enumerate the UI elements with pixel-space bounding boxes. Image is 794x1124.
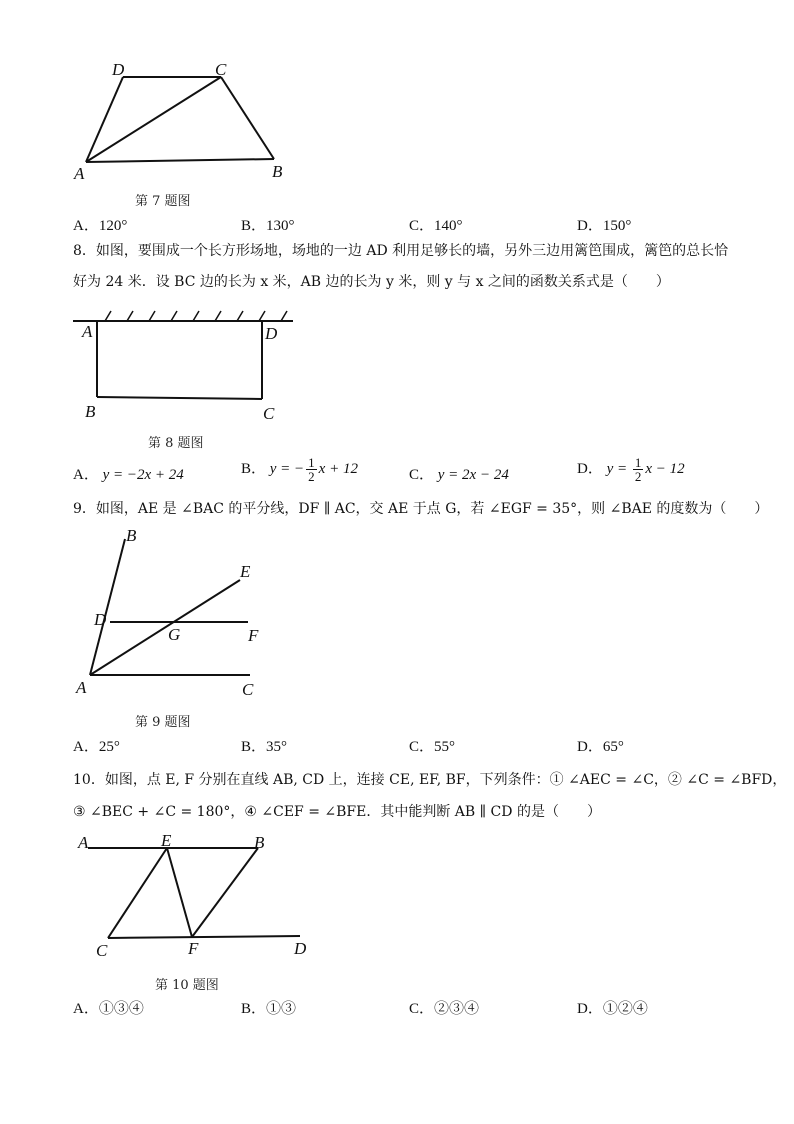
- q10-figure-caption: 第 10 题图: [155, 978, 219, 993]
- q10-label-c: C: [96, 941, 108, 960]
- option-letter: D．: [577, 218, 603, 234]
- option-text: 65°: [602, 739, 624, 755]
- q10-label-f: F: [188, 939, 199, 958]
- q7-label-c: C: [215, 60, 227, 79]
- option-fraction: [633, 456, 644, 483]
- q7-label-a: A: [74, 164, 85, 183]
- q9-label-f: F: [248, 626, 259, 645]
- q9-option-d[interactable]: [577, 735, 624, 756]
- option-formula-post: x − 12: [645, 460, 685, 477]
- q9-label-a: A: [76, 678, 87, 697]
- q8-option-d[interactable]: [577, 456, 685, 483]
- option-formula-pre: y = −: [269, 460, 305, 477]
- option-text: 120°: [98, 218, 128, 234]
- q10-segment-ef: [167, 848, 192, 937]
- q8-wall-hatching: [105, 311, 287, 321]
- q7-segment-ab: [86, 159, 274, 162]
- q8-figure: [65, 305, 305, 425]
- q8-fence-bc: [97, 397, 262, 399]
- option-letter: B．: [241, 1001, 267, 1017]
- q9-option-b[interactable]: [241, 735, 287, 756]
- q9-label-g: G: [168, 625, 181, 644]
- option-text: 150°: [602, 218, 632, 234]
- q8-label-b: B: [85, 402, 96, 421]
- q9-label-c: C: [242, 680, 254, 699]
- option-letter: B．: [241, 460, 267, 477]
- option-text: ①③④: [98, 1001, 144, 1017]
- option-formula-pre: y =: [606, 460, 631, 477]
- option-text: 130°: [266, 218, 295, 234]
- option-formula: y = 2x − 24: [437, 467, 509, 483]
- option-fraction: [306, 456, 317, 483]
- q10-segment-bf: [192, 848, 258, 937]
- q8-option-a[interactable]: [73, 463, 184, 484]
- q10-option-b[interactable]: [241, 997, 296, 1018]
- q7-figure-caption: 第 7 题图: [135, 194, 191, 209]
- q7-segment-ac: [86, 77, 221, 162]
- q9-label-e: E: [240, 562, 251, 581]
- q10-text-line-2: ③ ∠BEC + ∠C = 180°，④ ∠CEF = ∠BFE．其中能判断 AB ∥ CD 的是（ ）: [73, 804, 601, 820]
- q8-label-a: A: [82, 322, 93, 341]
- q9-ray-ab: [90, 539, 125, 675]
- q10-label-d: D: [294, 939, 307, 958]
- q7-figure: [60, 55, 300, 195]
- fraction-denominator: 2: [634, 469, 642, 484]
- q7-option-d[interactable]: [577, 214, 631, 235]
- q10-label-a: A: [78, 833, 89, 852]
- q7-label-d: D: [112, 60, 125, 79]
- q10-figure: [70, 828, 330, 968]
- q10-option-a[interactable]: [73, 997, 144, 1018]
- option-text: ②③④: [434, 1001, 480, 1017]
- q9-label-b: B: [126, 526, 137, 545]
- q9-figure: [70, 525, 290, 705]
- q9-figure-caption: 第 9 题图: [135, 715, 191, 730]
- q7-option-c[interactable]: [409, 214, 463, 235]
- fraction-numerator: 1: [308, 455, 315, 470]
- q8-label-d: D: [265, 324, 278, 343]
- q9-label-d: D: [94, 610, 107, 629]
- option-text: ①③: [266, 1001, 297, 1017]
- q9-option-c[interactable]: [409, 735, 455, 756]
- option-letter: B．: [241, 739, 267, 755]
- option-letter: A．: [73, 739, 99, 755]
- fraction-numerator: 1: [634, 455, 642, 470]
- option-text: 35°: [266, 739, 288, 755]
- q7-segment-cb: [221, 77, 274, 159]
- option-letter: B．: [241, 218, 267, 234]
- option-formula: y = −2x + 24: [102, 467, 184, 483]
- q9-option-a[interactable]: [73, 735, 120, 756]
- option-letter: A．: [73, 218, 99, 234]
- q7-label-b: B: [272, 162, 283, 181]
- option-letter: C．: [409, 467, 435, 483]
- q10-segment-ce: [108, 848, 167, 938]
- option-letter: D．: [577, 460, 603, 477]
- option-text: 25°: [98, 739, 120, 755]
- q9-ray-ae: [90, 580, 240, 675]
- option-letter: C．: [409, 1001, 435, 1017]
- q10-label-e: E: [161, 831, 172, 850]
- option-letter: A．: [73, 1001, 99, 1017]
- q9-text-line-1: 9．如图，AE 是 ∠BAC 的平分线，DF ∥ AC，交 AE 于点 G，若 ∠EGF = 35°，则 ∠BAE 的度数为（ ）: [73, 501, 769, 517]
- option-letter: C．: [409, 218, 435, 234]
- option-text: 140°: [434, 218, 463, 234]
- q10-line-cd: [108, 936, 300, 938]
- q7-option-a[interactable]: [73, 214, 127, 235]
- option-letter: C．: [409, 739, 435, 755]
- q10-option-d[interactable]: [577, 997, 648, 1018]
- option-text: ①②④: [602, 1001, 648, 1017]
- q8-label-c: C: [263, 404, 275, 423]
- option-formula-post: x + 12: [318, 460, 358, 477]
- option-letter: D．: [577, 739, 603, 755]
- q10-option-c[interactable]: [409, 997, 479, 1018]
- option-letter: D．: [577, 1001, 603, 1017]
- q8-option-c[interactable]: [409, 463, 509, 484]
- q10-text-line-1: 10．如图，点 E, F 分别在直线 AB, CD 上，连接 CE, EF, BF，下列条件：① ∠AEC = ∠C，② ∠C = ∠BFD，: [73, 772, 787, 788]
- q8-option-b[interactable]: [241, 456, 358, 483]
- q8-figure-caption: 第 8 题图: [148, 436, 204, 451]
- q7-option-b[interactable]: [241, 214, 295, 235]
- q8-text-line-2: 好为 24 米．设 BC 边的长为 x 米，AB 边的长为 y 米，则 y 与 x 之间的函数关系式是（ ）: [73, 274, 670, 290]
- q8-text-line-1: 8．如图，要围成一个长方形场地，场地的一边 AD 利用足够长的墙，另外三边用篱笆围成，篱笆的总长恰: [73, 243, 729, 259]
- option-text: 55°: [434, 739, 456, 755]
- option-letter: A．: [73, 467, 99, 483]
- fraction-denominator: 2: [308, 469, 315, 484]
- q10-label-b: B: [254, 833, 265, 852]
